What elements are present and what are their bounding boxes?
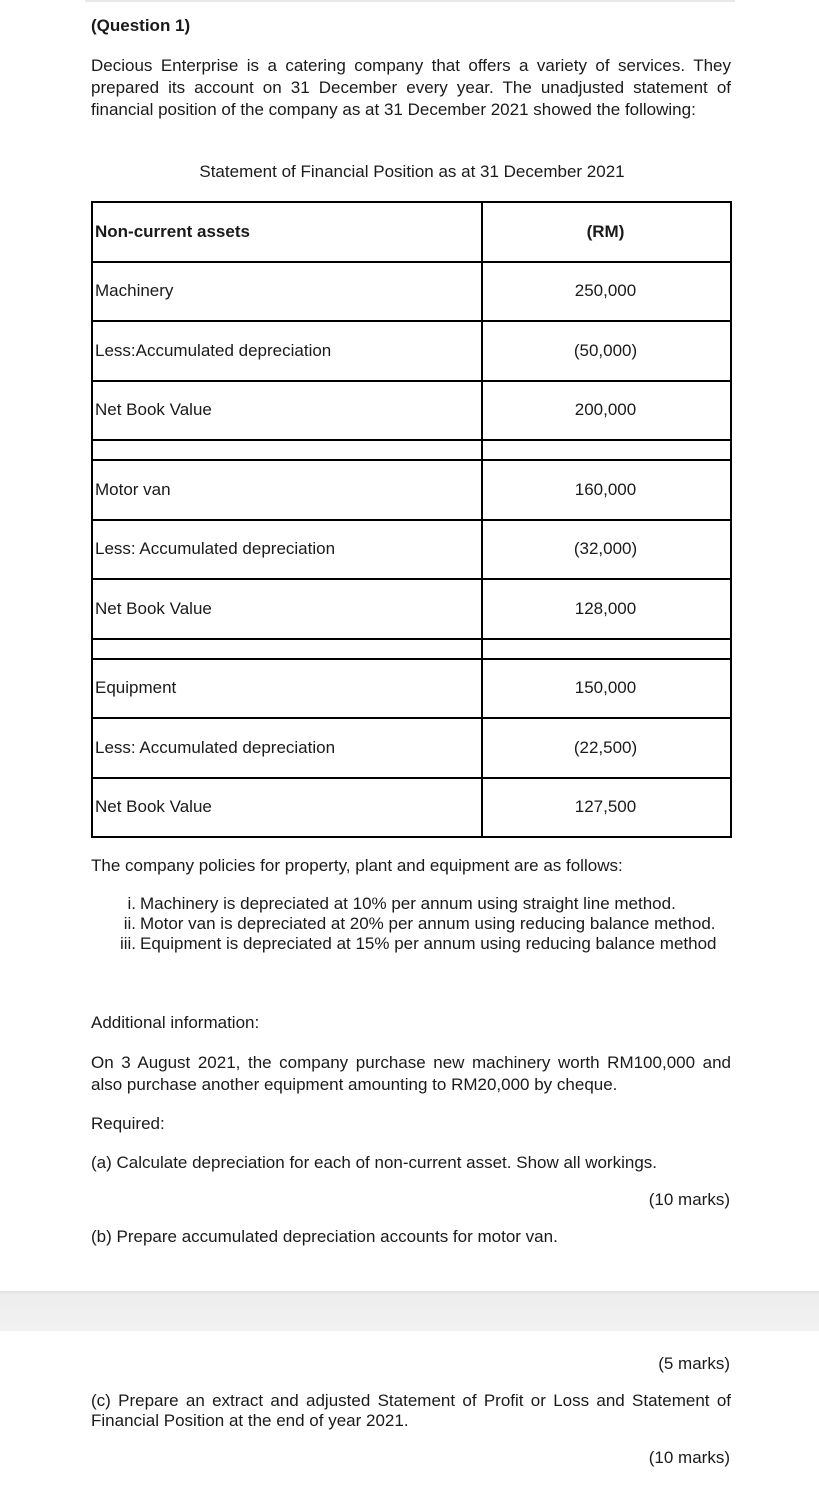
depreciation-amount: (50,000) [482,321,731,381]
additional-info-label: Additional information: [91,1013,260,1032]
table-header-row [92,202,731,262]
policy-list [119,894,730,954]
required-label: Required: [91,1114,165,1133]
nbv-amount: 127,500 [482,778,731,838]
question-intro: Decious Enterprise is a catering company that offers a variety of services. They prepared its account on 31 December every year. The unadjusted statement of financial position of the company as at 31 December 2021 showed the following: [91,56,731,119]
table-row [92,321,731,381]
nbv-amount: 200,000 [482,381,731,441]
list-item [119,934,730,954]
list-item [127,894,730,914]
header-label: Non-current assets [92,202,482,262]
table-row [92,579,731,639]
question-heading: (Question 1) [91,16,191,35]
depreciation-amount: (32,000) [482,520,731,580]
list-item [123,914,730,934]
table-row [92,262,731,322]
list-number: i. [127,894,136,913]
policy-intro: The company policies for property, plant and equipment are as follows: [91,856,623,875]
asset-label: Machinery [92,262,482,322]
table-row [92,659,731,719]
list-text: Motor van is depreciated at 20% per annum using reducing balance method. [140,914,716,933]
additional-info-text: On 3 August 2021, the company purchase new machinery worth RM100,000 and also purchase another equipment amounting to RM20,000 by cheque. [91,1053,731,1094]
table-row [92,718,731,778]
part-b-marks: (5 marks) [658,1354,730,1373]
asset-amount: 250,000 [482,262,731,322]
part-c-marks: (10 marks) [648,1448,730,1467]
top-divider [85,0,735,2]
page-break-divider [0,1291,819,1331]
depreciation-amount: (22,500) [482,718,731,778]
table-row [92,778,731,838]
nbv-amount: 128,000 [482,579,731,639]
list-text: Equipment is depreciated at 15% per annum using reducing balance method [140,934,717,953]
table-row [92,460,731,520]
spacer-cell [482,639,731,659]
depreciation-label: Less: Accumulated depreciation [92,718,482,778]
header-amount: (RM) [482,202,731,262]
part-b-text: (b) Prepare accumulated depreciation accounts for motor van. [91,1227,558,1246]
sofp-title: Statement of Financial Position as at 31 December 2021 [199,162,625,181]
list-number: iii. [119,934,136,953]
depreciation-label: Less: Accumulated depreciation [92,520,482,580]
asset-label: Motor van [92,460,482,520]
asset-amount: 160,000 [482,460,731,520]
spacer-row [92,639,731,659]
spacer-row [92,440,731,460]
spacer-cell [482,440,731,460]
spacer-cell [92,639,482,659]
list-text: Machinery is depreciated at 10% per annum using straight line method. [140,894,676,913]
spacer-cell [92,440,482,460]
asset-amount: 150,000 [482,659,731,719]
nbv-label: Net Book Value [92,579,482,639]
part-c-text: (c) Prepare an extract and adjusted Statement of Profit or Loss and Statement of Financial Position at the end of year 2021. [91,1391,731,1430]
part-a-marks: (10 marks) [648,1190,730,1209]
nbv-label: Net Book Value [92,778,482,838]
table-row [92,520,731,580]
sofp-table [91,201,732,838]
table-row [92,381,731,441]
list-number: ii. [123,914,136,933]
asset-label: Equipment [92,659,482,719]
nbv-label: Net Book Value [92,381,482,441]
part-a-text: (a) Calculate depreciation for each of non-current asset. Show all workings. [91,1153,658,1172]
depreciation-label: Less:Accumulated depreciation [92,321,482,381]
